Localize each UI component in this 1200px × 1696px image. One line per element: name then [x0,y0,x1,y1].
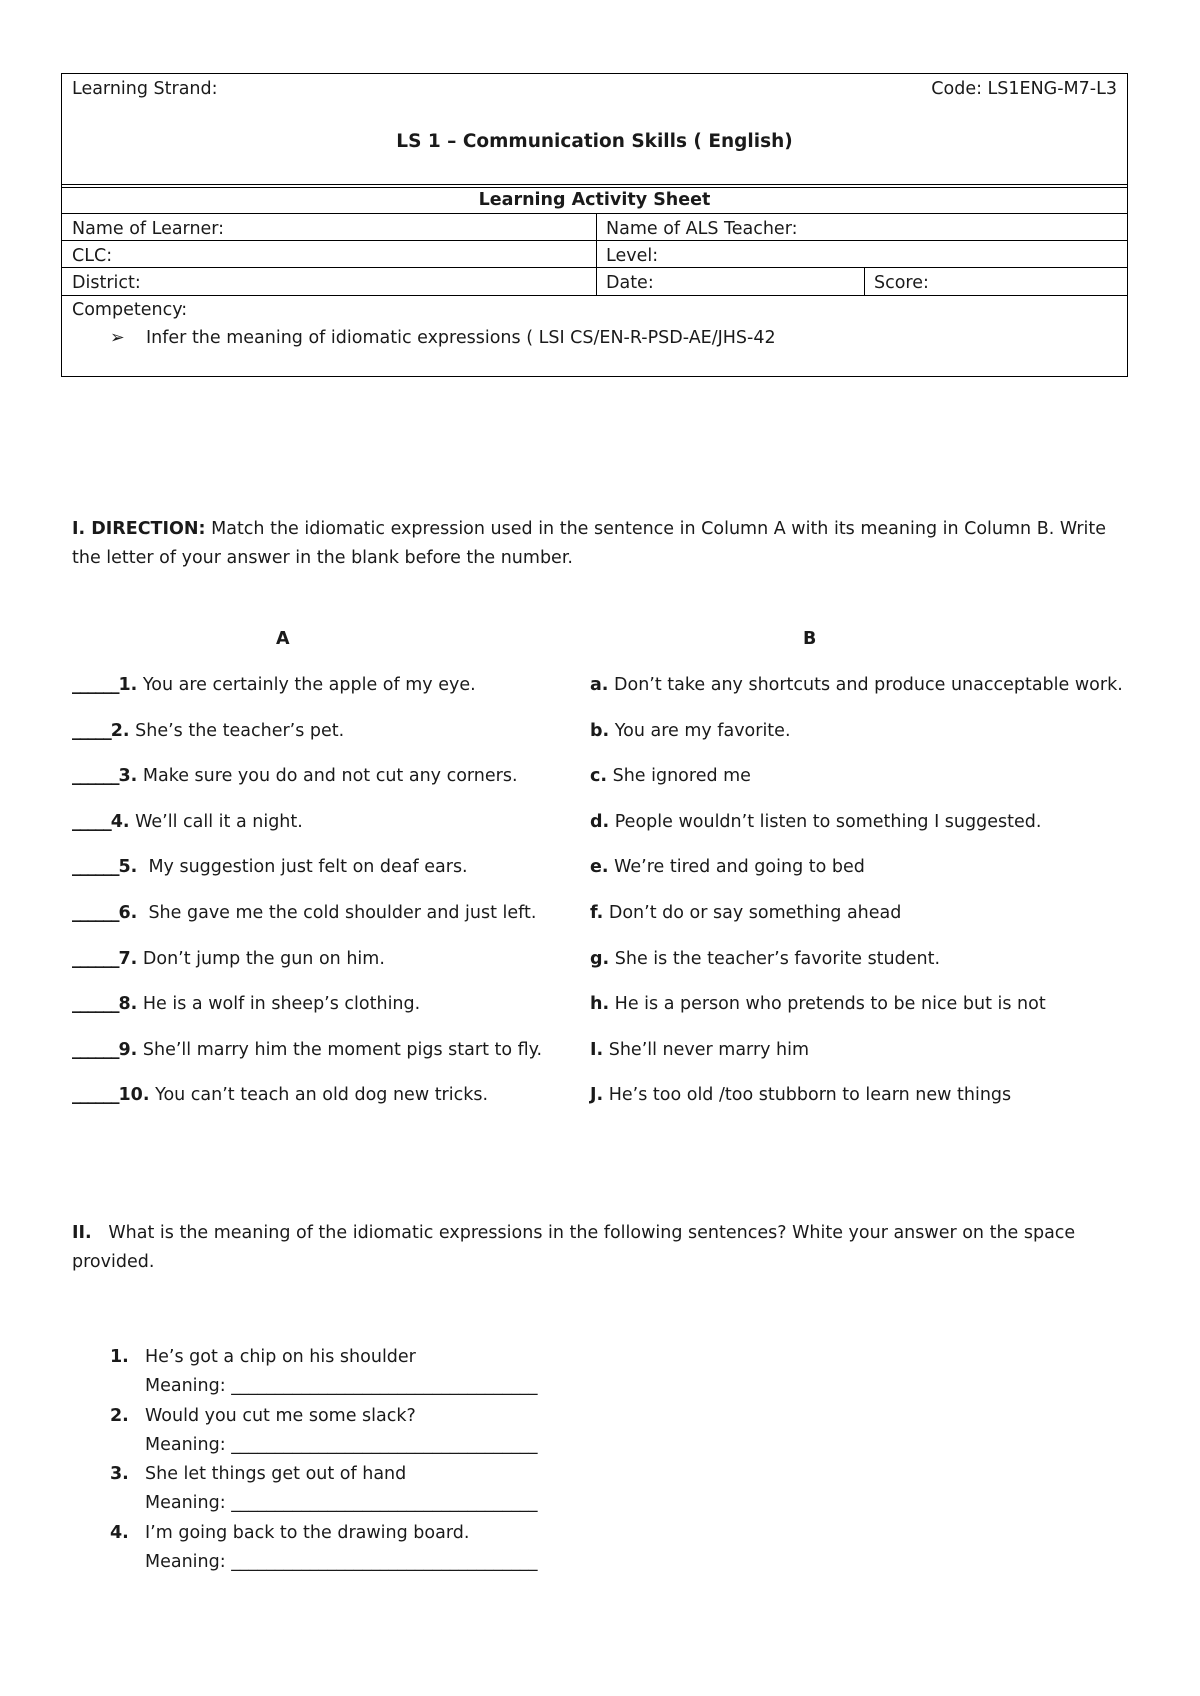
answer-blank[interactable]: ______ [72,857,119,877]
answer-blank[interactable]: ______ [72,1085,119,1105]
meaning-text: She ignored me [607,766,751,786]
meaning-text: Don’t take any shortcuts and produce unacceptable work. [608,675,1123,695]
column-b-item [590,675,1123,695]
answer-blank[interactable]: _____ [72,812,111,832]
column-a-item [72,949,385,969]
district-row [62,267,1127,296]
header-table [61,73,1128,377]
item-sentence: She gave me the cold shoulder and just left. [137,903,537,923]
item-number: 5. [118,857,138,877]
meaning-text: He is a person who pretends to be nice but is not [609,994,1046,1014]
column-b-item [590,1040,809,1060]
meaning-text: She’ll never marry him [603,1040,810,1060]
column-b-item [590,1085,1011,1105]
sheet-title: Learning Activity Sheet [478,190,711,210]
column-a-item [72,1085,488,1105]
part2-label: II. [72,1223,92,1243]
column-b-item [590,766,751,786]
item-sentence: Don’t jump the gun on him. [137,949,385,969]
part1-label: I. DIRECTION: [72,519,206,539]
column-a-item [72,766,518,786]
meaning-letter: a. [590,675,609,695]
answer-blank[interactable]: ______ [72,994,119,1014]
meaning-answer-line[interactable]: ___________________________________ [231,1435,538,1455]
meaning-letter: h. [590,994,610,1014]
meaning-answer-row [145,1435,537,1455]
meaning-label: Meaning: [145,1552,232,1572]
meaning-letter: e. [590,857,609,877]
column-b-item [590,721,791,741]
part2-item-number: 2. [110,1406,129,1426]
learning-strand-label: Learning Strand: [72,79,218,99]
column-b-item [590,812,1041,832]
part2-item-number: 4. [110,1523,129,1543]
column-b-item [590,949,940,969]
part1-direction-text: Match the idiomatic expression used in the sentence in Column A with its meaning in Column B. Write [211,519,1107,539]
part2-item-number: 1. [110,1347,129,1367]
divider [62,295,1127,296]
meaning-letter: g. [590,949,610,969]
meaning-answer-row [145,1376,537,1396]
meaning-letter: I. [590,1040,604,1060]
meaning-label: Meaning: [145,1493,232,1513]
learner-row [62,213,1127,241]
item-number: 8. [118,994,138,1014]
item-number: 7. [118,949,138,969]
answer-blank[interactable]: _____ [72,721,111,741]
column-a-item [72,857,468,877]
meaning-text: We’re tired and going to bed [608,857,865,877]
meaning-text: People wouldn’t listen to something I suggested. [609,812,1042,832]
column-b-item [590,903,901,923]
item-number: 10. [118,1085,150,1105]
strand-title: LS 1 – Communication Skills ( English) [396,131,793,152]
district-field[interactable]: District: [72,273,141,293]
part1-direction-line1 [72,519,1106,539]
meaning-answer-row [145,1552,537,1572]
part1-direction-line2: the letter of your answer in the blank before the number. [72,548,573,568]
column-a-item [72,721,344,741]
competency-label: Competency: [72,300,188,320]
divider [62,184,1127,185]
part2-item-number: 3. [110,1464,129,1484]
answer-blank[interactable]: ______ [72,675,119,695]
meaning-letter: c. [590,766,608,786]
meaning-letter: d. [590,812,610,832]
part2-item-sentence: I’m going back to the drawing board. [145,1523,470,1543]
competency-bullet-icon: ➢ [110,328,125,348]
meaning-letter: J. [590,1085,604,1105]
item-sentence: Make sure you do and not cut any corners. [137,766,518,786]
item-sentence: You are certainly the apple of my eye. [137,675,476,695]
meaning-answer-line[interactable]: ___________________________________ [231,1552,538,1572]
meaning-text: She is the teacher’s favorite student. [609,949,941,969]
column-a-item [72,812,303,832]
meaning-letter: b. [590,721,610,741]
answer-blank[interactable]: ______ [72,1040,119,1060]
meaning-answer-row [145,1493,537,1513]
item-number: 1. [118,675,138,695]
item-sentence: You can’t teach an old dog new tricks. [149,1085,489,1105]
column-b-item [590,857,865,877]
column-a-item [72,1040,542,1060]
answer-blank[interactable]: ______ [72,949,119,969]
part2-item-sentence: Would you cut me some slack? [145,1406,416,1426]
column-b-item [590,994,1046,1014]
meaning-answer-line[interactable]: ___________________________________ [231,1376,538,1396]
item-number: 6. [118,903,138,923]
column-a-heading: A [276,629,290,649]
divider [62,187,1127,188]
item-sentence: My suggestion just felt on deaf ears. [137,857,468,877]
name-of-learner-field[interactable]: Name of Learner: [72,219,225,239]
meaning-label: Meaning: [145,1376,232,1396]
clc-field[interactable]: CLC: [72,246,113,266]
item-sentence: We’ll call it a night. [129,812,303,832]
clc-row [62,240,1127,268]
date-field[interactable]: Date: [606,273,654,293]
meaning-text: You are my favorite. [609,721,791,741]
meaning-letter: f. [590,903,604,923]
part2-question-line1 [72,1223,1075,1243]
level-field[interactable]: Level: [606,246,659,266]
name-of-teacher-field[interactable]: Name of ALS Teacher: [606,219,798,239]
column-a-item [72,675,476,695]
item-sentence: He is a wolf in sheep’s clothing. [137,994,421,1014]
competency-text: Infer the meaning of idiomatic expressions ( LSI CS/EN-R-PSD-AE/JHS-42 [146,328,776,348]
meaning-text: He’s too old /too stubborn to learn new things [603,1085,1012,1105]
part2-item-sentence: She let things get out of hand [145,1464,407,1484]
answer-blank[interactable]: ______ [72,903,119,923]
answer-blank[interactable]: ______ [72,766,119,786]
item-sentence: She’s the teacher’s pet. [129,721,345,741]
score-field[interactable]: Score: [874,273,929,293]
part2-item-sentence: He’s got a chip on his shoulder [145,1347,416,1367]
item-number: 2. [110,721,130,741]
column-a-item [72,903,536,923]
part2-question-text: What is the meaning of the idiomatic expressions in the following sentences? White your answer on the space [108,1223,1076,1243]
meaning-answer-line[interactable]: ___________________________________ [231,1493,538,1513]
column-b-heading: B [803,629,817,649]
meaning-text: Don’t do or say something ahead [603,903,902,923]
item-number: 9. [118,1040,138,1060]
item-number: 3. [118,766,138,786]
meaning-label: Meaning: [145,1435,232,1455]
column-a-item [72,994,420,1014]
item-number: 4. [110,812,130,832]
item-sentence: She’ll marry him the moment pigs start to fly. [137,1040,543,1060]
code-label: Code: LS1ENG-M7-L3 [931,79,1117,99]
part2-question-line2: provided. [72,1252,155,1272]
